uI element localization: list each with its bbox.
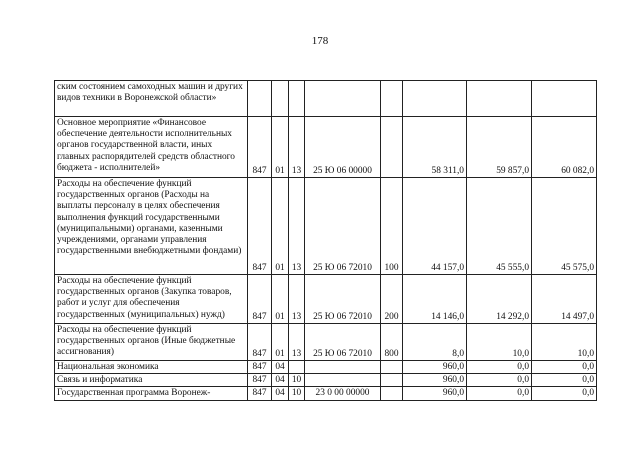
amount-year1-cell — [403, 81, 467, 117]
grbs-code-cell: 847 — [248, 178, 272, 275]
section-code-cell: 01 — [272, 117, 289, 178]
budget-table-body — [55, 81, 597, 401]
section-code-cell: 04 — [272, 387, 289, 400]
amount-year2-cell: 45 555,0 — [467, 178, 532, 275]
row-name-cell: Связь и информатика — [55, 374, 248, 387]
target-article-cell — [305, 361, 381, 374]
target-article-cell: 23 0 00 00000 — [305, 387, 381, 400]
amount-year3-cell: 10,0 — [532, 324, 597, 361]
grbs-code-cell: 847 — [248, 387, 272, 400]
amount-year2-cell: 0,0 — [467, 387, 532, 400]
grbs-code-cell: 847 — [248, 361, 272, 374]
subsection-code-cell: 13 — [289, 178, 305, 275]
subsection-code-cell: 13 — [289, 324, 305, 361]
target-article-cell: 25 Ю 06 72010 — [305, 275, 381, 324]
target-article-cell — [305, 81, 381, 117]
page-number: 178 — [311, 35, 329, 47]
budget-table — [54, 80, 597, 401]
row-name-cell: Национальная экономика — [55, 361, 248, 374]
amount-year2-cell: 10,0 — [467, 324, 532, 361]
table-row — [55, 178, 597, 275]
target-article-cell: 25 Ю 06 72010 — [305, 324, 381, 361]
grbs-code-cell — [248, 81, 272, 117]
amount-year2-cell: 59 857,0 — [467, 117, 532, 178]
amount-year3-cell: 0,0 — [532, 387, 597, 400]
amount-year2-cell: 0,0 — [467, 361, 532, 374]
target-article-cell — [305, 374, 381, 387]
subsection-code-cell: 13 — [289, 117, 305, 178]
table-row — [55, 387, 597, 400]
section-code-cell: 04 — [272, 361, 289, 374]
expense-type-cell: 800 — [381, 324, 403, 361]
row-name-cell: Расходы на обеспечение функций государственных органов (Расходы на выплаты персоналу в целях обеспечения выполнения функций государственными (муниципальными) органами, казенными учреждениями, органами управления государственными внебюджетными фондами) — [55, 178, 248, 275]
expense-type-cell — [381, 81, 403, 117]
section-code-cell: 01 — [272, 275, 289, 324]
row-name-cell: ским состоянием самоходных машин и других видов техники в Воронежской области» — [55, 81, 248, 117]
expense-type-cell: 200 — [381, 275, 403, 324]
subsection-code-cell — [289, 361, 305, 374]
amount-year3-cell: 45 575,0 — [532, 178, 597, 275]
row-name-cell: Основное мероприятие «Финансовое обеспечение деятельности исполнительных органов государственной власти, иных главных распорядителей средств областного бюджета - исполнителей» — [55, 117, 248, 178]
amount-year3-cell: 60 082,0 — [532, 117, 597, 178]
grbs-code-cell: 847 — [248, 324, 272, 361]
section-code-cell — [272, 81, 289, 117]
amount-year3-cell: 14 497,0 — [532, 275, 597, 324]
subsection-code-cell: 13 — [289, 275, 305, 324]
table-row — [55, 374, 597, 387]
section-code-cell: 04 — [272, 374, 289, 387]
amount-year2-cell: 14 292,0 — [467, 275, 532, 324]
grbs-code-cell: 847 — [248, 374, 272, 387]
amount-year1-cell: 44 157,0 — [403, 178, 467, 275]
row-name-cell: Государственная программа Воронеж- — [55, 387, 248, 400]
grbs-code-cell: 847 — [248, 117, 272, 178]
section-code-cell: 01 — [272, 178, 289, 275]
amount-year1-cell: 960,0 — [403, 387, 467, 400]
amount-year1-cell: 960,0 — [403, 361, 467, 374]
section-code-cell: 01 — [272, 324, 289, 361]
grbs-code-cell: 847 — [248, 275, 272, 324]
table-row — [55, 117, 597, 178]
table-row — [55, 275, 597, 324]
table-row — [55, 324, 597, 361]
table-row — [55, 361, 597, 374]
subsection-code-cell — [289, 81, 305, 117]
amount-year2-cell — [467, 81, 532, 117]
amount-year3-cell — [532, 81, 597, 117]
target-article-cell: 25 Ю 06 00000 — [305, 117, 381, 178]
amount-year3-cell: 0,0 — [532, 374, 597, 387]
expense-type-cell — [381, 374, 403, 387]
row-name-cell: Расходы на обеспечение функций государственных органов (Закупка товаров, работ и услуг для обеспечения государственных (муниципальных) нужд) — [55, 275, 248, 324]
expense-type-cell: 100 — [381, 178, 403, 275]
amount-year1-cell: 960,0 — [403, 374, 467, 387]
subsection-code-cell: 10 — [289, 387, 305, 400]
amount-year3-cell: 0,0 — [532, 361, 597, 374]
amount-year1-cell: 8,0 — [403, 324, 467, 361]
expense-type-cell — [381, 117, 403, 178]
amount-year1-cell: 58 311,0 — [403, 117, 467, 178]
subsection-code-cell: 10 — [289, 374, 305, 387]
expense-type-cell — [381, 361, 403, 374]
row-name-cell: Расходы на обеспечение функций государственных органов (Иные бюджетные ассигнования) — [55, 324, 248, 361]
target-article-cell: 25 Ю 06 72010 — [305, 178, 381, 275]
amount-year1-cell: 14 146,0 — [403, 275, 467, 324]
expense-type-cell — [381, 387, 403, 400]
table-row — [55, 81, 597, 117]
amount-year2-cell: 0,0 — [467, 374, 532, 387]
